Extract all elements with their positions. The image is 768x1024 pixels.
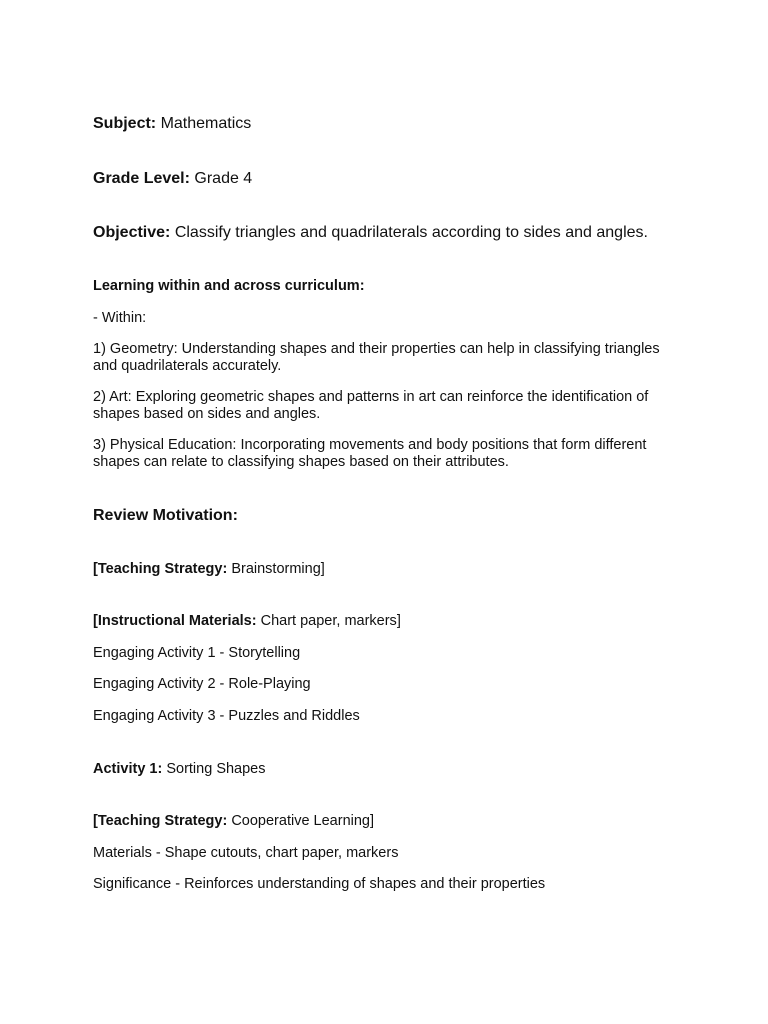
review-strategy-value: Brainstorming	[231, 561, 321, 577]
bracket-close: ]	[320, 561, 325, 577]
review-motivation-heading	[93, 507, 238, 525]
objective-value: Classify triangles and quadrilaterals according to sides and angles.	[174, 224, 648, 241]
subject-line	[93, 115, 251, 133]
grade-level-label: Grade Level:	[93, 170, 190, 187]
review-strategy-line	[93, 561, 325, 577]
bracket-close: ]	[396, 613, 401, 629]
engaging-activity-1: Engaging Activity 1 - Storytelling	[93, 645, 301, 661]
activity1-significance: Significance - Reinforces understanding of shapes and their properties	[93, 876, 546, 892]
within-label: - Within:	[93, 310, 147, 326]
bracket-close: ]	[369, 813, 375, 829]
review-materials-label	[93, 613, 257, 629]
review-motivation-heading-text: Review Motivation:	[93, 507, 238, 524]
learning-heading-text: Learning within and across curriculum:	[93, 278, 365, 294]
activity1-value: Sorting Shapes	[166, 761, 266, 777]
activity1-strategy-label-text: Teaching Strategy:	[97, 813, 228, 829]
activity1-line	[93, 761, 266, 777]
activity1-materials: Materials - Shape cutouts, chart paper, markers	[93, 845, 399, 861]
bracket-open: [	[93, 613, 98, 629]
grade-level-line	[93, 170, 252, 188]
learning-heading	[93, 278, 365, 294]
subject-label: Subject:	[93, 115, 157, 132]
objective-line	[93, 224, 648, 242]
engaging-activity-2: Engaging Activity 2 - Role-Playing	[93, 676, 311, 692]
learning-item-geometry: 1) Geometry: Understanding shapes and their properties can help in classifying triangles and quadrilaterals accurately.	[93, 341, 660, 374]
review-materials-label-text: Instructional Materials:	[97, 613, 257, 629]
bracket-open: [	[93, 561, 98, 577]
activity1-strategy-label	[93, 813, 227, 829]
engaging-activity-3: Engaging Activity 3 - Puzzles and Riddles	[93, 708, 360, 724]
review-materials-value: Chart paper, markers	[260, 613, 397, 629]
grade-level-value: Grade 4	[194, 170, 253, 187]
activity1-strategy-line	[93, 813, 374, 829]
bracket-open: [	[93, 813, 98, 829]
activity1-strategy-value: Cooperative Learning	[231, 813, 370, 829]
learning-item-pe: 3) Physical Education: Incorporating movements and body positions that form different shapes can relate to classifying shapes based on their attributes.	[93, 437, 647, 470]
subject-value: Mathematics	[160, 115, 252, 132]
activity1-label: Activity 1:	[93, 761, 163, 777]
review-strategy-label-text: Teaching Strategy:	[97, 561, 228, 577]
learning-item-art: 2) Art: Exploring geometric shapes and patterns in art can reinforce the identification of shapes based on sides and angles.	[93, 389, 649, 422]
review-materials-line	[93, 613, 401, 629]
review-strategy-label	[93, 561, 227, 577]
objective-label: Objective:	[93, 224, 171, 241]
